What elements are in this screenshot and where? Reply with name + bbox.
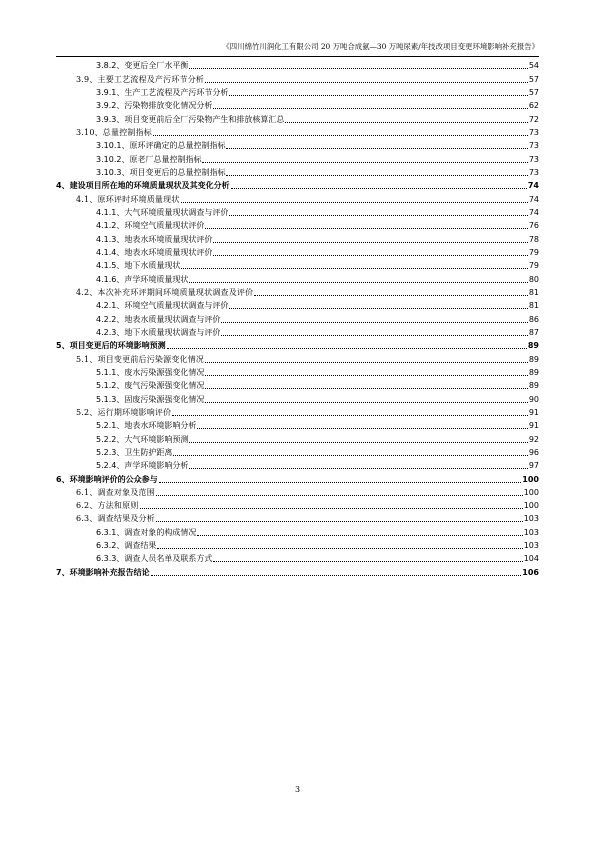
- dot-leader: [156, 521, 523, 522]
- toc-entry[interactable]: [56, 111, 539, 124]
- toc-entry-page-number: 91: [528, 407, 539, 417]
- dot-leader: [189, 282, 527, 283]
- toc-entry-page-number: 79: [528, 261, 539, 271]
- toc-entry-page-number: 81: [528, 301, 539, 311]
- toc-entry-label: 3.9.1、生产工艺流程及产污环节分析: [96, 87, 229, 97]
- toc-entry-label: 4.1.6、声学环境质量现状: [96, 274, 189, 284]
- toc-entry-label: 4.1.3、地表水环境质量现状评价: [96, 234, 213, 244]
- toc-entry-label: 5.1、项目变更前后污染源变化情况: [76, 354, 205, 364]
- dot-leader: [181, 268, 527, 269]
- toc-entry-label: 7、环境影响补充报告结论: [56, 567, 150, 577]
- toc-entry-page-number: 89: [527, 341, 539, 351]
- toc-entry[interactable]: [56, 285, 539, 298]
- toc-entry-page-number: 92: [528, 434, 539, 444]
- toc-entry-page-number: 79: [528, 247, 539, 257]
- toc-entry[interactable]: [56, 431, 539, 444]
- dot-leader: [285, 122, 527, 123]
- dot-leader: [213, 255, 527, 256]
- dot-leader: [221, 335, 527, 336]
- dot-leader: [181, 202, 528, 203]
- toc-entry-page-number: 104: [523, 554, 539, 564]
- toc-entry-page-number: 62: [528, 101, 539, 111]
- dot-leader: [229, 95, 527, 96]
- toc-entry-label: 3.8.2、变更后全厂水平衡: [96, 61, 189, 71]
- toc-entry-page-number: 87: [528, 327, 539, 337]
- toc-entry-label: 3.10、总量控制指标: [76, 127, 153, 137]
- toc-entry-label: 4.1.4、地表水环境质量现状评价: [96, 247, 213, 257]
- dot-leader: [189, 468, 527, 469]
- toc-entry[interactable]: [56, 445, 539, 458]
- toc-entry-label: 4.1、原环评时环境质量现状: [76, 194, 180, 204]
- dot-leader: [231, 188, 527, 189]
- toc-entry-page-number: 74: [527, 181, 539, 191]
- dot-leader: [229, 215, 527, 216]
- toc-entry-page-number: 74: [528, 194, 539, 204]
- toc-entry-label: 5、项目变更后的环境影响预测: [56, 341, 166, 351]
- toc-entry-page-number: 91: [528, 421, 539, 431]
- dot-leader: [202, 162, 527, 163]
- toc-entry[interactable]: [56, 58, 539, 71]
- dot-leader: [205, 362, 528, 363]
- toc-entry-label: 6.2、方法和原则: [76, 501, 139, 511]
- toc-entry-label: 6.3、调查结果及分析: [76, 514, 155, 524]
- dot-leader: [213, 108, 527, 109]
- page-number: 3: [294, 785, 301, 794]
- dot-leader: [205, 228, 527, 229]
- toc-entry-label: 4、建设项目所在地的环境质量现状及其变化分析: [56, 181, 230, 191]
- toc-entry[interactable]: [56, 205, 539, 218]
- toc-entry-label: 6.3.3、调查人员名单及联系方式: [96, 554, 213, 564]
- toc-entry-page-number: 76: [528, 221, 539, 231]
- toc-entry-page-number: 86: [528, 314, 539, 324]
- toc-entry[interactable]: [56, 98, 539, 111]
- dot-leader: [226, 148, 527, 149]
- toc-entry[interactable]: [56, 338, 539, 351]
- dot-leader: [153, 135, 528, 136]
- toc-entry-label: 3.10.3、项目变更后的总量控制指标: [96, 167, 226, 177]
- toc-entry[interactable]: [56, 258, 539, 271]
- toc-entry-page-number: 73: [528, 167, 539, 177]
- toc-entry-label: 5.2.3、卫生防护距离: [96, 447, 173, 457]
- dot-leader: [157, 548, 522, 549]
- toc-entry-label: 5.1.1、废水污染源强变化情况: [96, 367, 205, 377]
- toc-entry[interactable]: [56, 564, 539, 577]
- dot-leader: [189, 68, 527, 69]
- toc-entry-label: 5.1.3、固废污染源强变化情况: [96, 394, 205, 404]
- toc-entry-label: 5.2.1、地表水环境影响分析: [96, 421, 197, 431]
- toc-entry-page-number: 73: [528, 141, 539, 151]
- toc-entry-label: 4.1.1、大气环境质量现状调查与评价: [96, 207, 229, 217]
- toc-entry-label: 3.10.2、原老厂总量控制指标: [96, 154, 202, 164]
- toc-entry[interactable]: [56, 351, 539, 364]
- toc-entry[interactable]: [56, 511, 539, 524]
- dot-leader: [151, 575, 522, 576]
- toc-entry[interactable]: [56, 538, 539, 551]
- toc-entry-page-number: 57: [528, 87, 539, 97]
- toc-entry-page-number: 78: [528, 234, 539, 244]
- toc-entry-label: 4.1.5、地下水质量现状: [96, 261, 181, 271]
- toc-entry[interactable]: [56, 471, 539, 484]
- dot-leader: [213, 561, 522, 562]
- dot-leader: [159, 482, 522, 483]
- toc-entry[interactable]: [56, 271, 539, 284]
- toc-entry-page-number: 80: [528, 274, 539, 284]
- dot-leader: [229, 308, 527, 309]
- toc-entry[interactable]: [56, 485, 539, 498]
- toc-entry-label: 4.2.1、环境空气质量现状调查与评价: [96, 301, 229, 311]
- toc-entry-page-number: 72: [528, 114, 539, 124]
- toc-entry-page-number: 89: [528, 367, 539, 377]
- toc-entry[interactable]: [56, 405, 539, 418]
- toc-entry-label: 6.3.1、调查对象的构成情况: [96, 527, 197, 537]
- toc-entry-page-number: 89: [528, 381, 539, 391]
- dot-leader: [172, 415, 527, 416]
- dot-leader: [213, 242, 527, 243]
- toc-entry-label: 6.1、调查对象及范围: [76, 487, 155, 497]
- dot-leader: [197, 535, 522, 536]
- toc-entry[interactable]: [56, 391, 539, 404]
- toc-entry[interactable]: [56, 125, 539, 138]
- toc-entry-page-number: 74: [528, 207, 539, 217]
- table-of-contents: [56, 58, 539, 578]
- toc-entry[interactable]: [56, 151, 539, 164]
- running-header: 《四川绵竹川润化工有限公司 20 万吨合成氨—30 万吨尿素/年技改项目变更环境影响补充报告》: [56, 40, 539, 57]
- toc-entry[interactable]: [56, 458, 539, 471]
- toc-entry-label: 5.2.2、大气环境影响预测: [96, 434, 189, 444]
- toc-entry-page-number: 81: [528, 287, 539, 297]
- toc-entry[interactable]: [56, 245, 539, 258]
- toc-entry-page-number: 96: [528, 447, 539, 457]
- toc-entry-label: 5.1.2、废气污染源强变化情况: [96, 381, 205, 391]
- toc-entry-page-number: 100: [522, 474, 539, 484]
- toc-entry-page-number: 73: [528, 127, 539, 137]
- toc-entry-page-number: 103: [523, 541, 539, 551]
- toc-entry[interactable]: [56, 498, 539, 511]
- toc-entry-label: 6、环境影响评价的公众参与: [56, 474, 158, 484]
- toc-entry-page-number: 106: [522, 567, 539, 577]
- toc-entry[interactable]: [56, 191, 539, 204]
- dot-leader: [189, 442, 527, 443]
- toc-entry[interactable]: [56, 178, 539, 191]
- dot-leader: [156, 495, 523, 496]
- toc-entry[interactable]: [56, 418, 539, 431]
- toc-entry-label: 3.9.3、项目变更前后全厂污染物产生和排放核算汇总: [96, 114, 285, 124]
- dot-leader: [205, 402, 527, 403]
- toc-entry[interactable]: [56, 311, 539, 324]
- toc-entry-label: 4.2.3、地下水质量现状调查与评价: [96, 327, 221, 337]
- toc-entry[interactable]: [56, 218, 539, 231]
- dot-leader: [226, 175, 527, 176]
- toc-entry[interactable]: [56, 85, 539, 98]
- toc-entry-page-number: 103: [523, 514, 539, 524]
- toc-entry-label: 3.9.2、污染物排放变化情况分析: [96, 101, 213, 111]
- toc-entry[interactable]: [56, 71, 539, 84]
- toc-entry-label: 4.2.2、地表水质量现状调查与评价: [96, 314, 221, 324]
- toc-entry-label: 5.2、运行期环境影响评价: [76, 407, 172, 417]
- toc-entry[interactable]: [56, 551, 539, 564]
- toc-entry-page-number: 73: [528, 154, 539, 164]
- dot-leader: [221, 322, 527, 323]
- toc-entry[interactable]: [56, 325, 539, 338]
- dot-leader: [197, 428, 527, 429]
- dot-leader: [167, 348, 527, 349]
- toc-entry-label: 5.2.4、声学环境影响分析: [96, 461, 189, 471]
- toc-entry-label: 4.2、本次补充环评期间环境质量现状调查及评价: [76, 287, 254, 297]
- dot-leader: [254, 295, 527, 296]
- dot-leader: [205, 388, 527, 389]
- toc-entry[interactable]: [56, 365, 539, 378]
- toc-entry[interactable]: [56, 524, 539, 537]
- dot-leader: [140, 508, 523, 509]
- dot-leader: [205, 82, 528, 83]
- toc-entry-page-number: 97: [528, 461, 539, 471]
- toc-entry-label: 3.9、主要工艺流程及产污环节分析: [76, 74, 205, 84]
- toc-entry-page-number: 89: [528, 354, 539, 364]
- toc-entry-page-number: 100: [523, 501, 539, 511]
- toc-entry-page-number: 100: [523, 487, 539, 497]
- toc-entry[interactable]: [56, 378, 539, 391]
- toc-entry[interactable]: [56, 298, 539, 311]
- toc-entry-page-number: 103: [523, 527, 539, 537]
- dot-leader: [205, 375, 527, 376]
- toc-entry[interactable]: [56, 165, 539, 178]
- toc-entry-label: 4.1.2、环境空气质量现状评价: [96, 221, 205, 231]
- toc-entry-label: 6.3.2、调查结果: [96, 541, 157, 551]
- toc-entry-page-number: 54: [528, 61, 539, 71]
- toc-entry-label: 3.10.1、原环评确定的总量控制指标: [96, 141, 226, 151]
- toc-entry[interactable]: [56, 138, 539, 151]
- toc-entry-page-number: 57: [528, 74, 539, 84]
- toc-entry[interactable]: [56, 231, 539, 244]
- dot-leader: [173, 455, 527, 456]
- toc-entry-page-number: 90: [528, 394, 539, 404]
